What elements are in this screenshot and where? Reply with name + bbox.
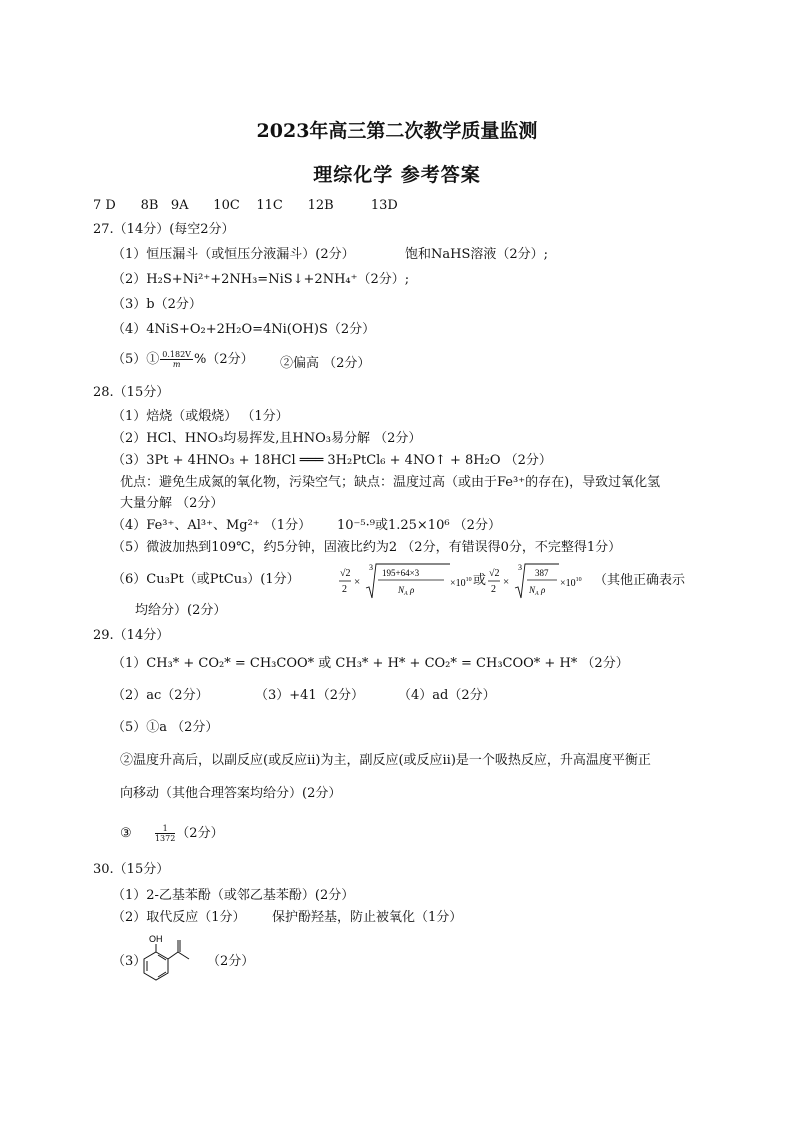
q28-answer-1: （1）焙烧（或煅烧） （1分） bbox=[112, 409, 289, 424]
q28-answer-5: （5）微波加热到109℃，约5分钟，固液比约为2 （2分，有错误得0分，不完整得1分） bbox=[112, 540, 622, 555]
q30-answer-3-score: （2分） bbox=[207, 954, 255, 969]
q27-answer-2: （2）H₂S+Ni²⁺+2NH₃=NiS↓+2NH₄⁺（2分）; bbox=[112, 272, 410, 287]
q30-header: 30.（15分） bbox=[93, 862, 170, 877]
q29-answer-5c: 向移动（其他合理答案均给分）(2分） bbox=[120, 786, 342, 801]
q28-answer-6-tail: （其他正确表示 bbox=[594, 573, 686, 588]
mc-answers: 7 D 8B 9A 10C 11C 12B 13D bbox=[93, 198, 398, 213]
q28-answer-3b: 优点：避免生成氮的氧化物，污染空气；缺点：温度过高（或由于Fe³⁺的存在)，导致过氧化氢 bbox=[120, 475, 661, 490]
q27-a5-fraction bbox=[160, 350, 193, 369]
q29-a5d-prefix: ③ bbox=[120, 826, 132, 841]
q27-a5-denominator: m bbox=[172, 360, 181, 369]
q27-answer-3: （3）b（2分） bbox=[112, 297, 202, 312]
q29-answer-5d bbox=[120, 824, 224, 843]
q27-answer-5b: ②偏高 （2分） bbox=[280, 356, 371, 371]
q29-a5d-fraction bbox=[155, 824, 175, 843]
q27-header: 27.（14分）(每空2分） bbox=[93, 222, 235, 237]
q29-a5d-numerator: 1 bbox=[155, 824, 175, 834]
q30-answer-2b: 保护酚羟基，防止被氧化（1分） bbox=[272, 910, 463, 925]
fraction-denominator-2: 2 bbox=[342, 584, 347, 595]
q28-answer-6c: 均给分）(2分） bbox=[135, 603, 227, 618]
times-sign: × bbox=[503, 576, 510, 588]
oh-label: OH bbox=[149, 934, 163, 944]
formula2-denominator: $N_A$ ρ bbox=[529, 585, 546, 597]
hydroxyacetophenone-structure bbox=[143, 932, 195, 988]
q29-a5d-denominator: 1372 bbox=[154, 834, 176, 843]
q29-a5d-suffix: （2分） bbox=[176, 826, 224, 841]
q28-answer-6-or: 或 bbox=[473, 573, 487, 588]
q27-answer-5 bbox=[112, 350, 254, 369]
q29-answer-2: （2）ac（2分） bbox=[112, 688, 209, 703]
q27-answer-1: （1）恒压漏斗（或恒压分液漏斗）(2分） bbox=[112, 247, 355, 262]
q30-answer-1: （1）2-乙基苯酚（或邻乙基苯酚）(2分） bbox=[112, 888, 355, 903]
q29-answer-1: （1）CH₃* + CO₂* = CH₃COO* 或 CH₃* + H* + CO₂* = CH₃COO* + H* （2分） bbox=[112, 656, 629, 671]
q28-answer-4: （4）Fe³⁺、Al³⁺、Mg²⁺ （1分） bbox=[112, 518, 312, 533]
cube-root-index: 3 bbox=[369, 563, 373, 572]
cube-root-index: 3 bbox=[518, 563, 522, 572]
formula1-power: $\times 10^{10}$ bbox=[450, 577, 472, 589]
page-title: 2023年高三第二次教学质量监测 bbox=[256, 120, 538, 142]
q27-a5-numerator: 0.182V bbox=[162, 350, 191, 359]
formula1-numerator: 195+64×3 bbox=[382, 568, 420, 578]
q29-answer-5: （5）①a （2分） bbox=[112, 720, 219, 735]
q30-answer-3: （3） bbox=[112, 954, 147, 969]
formula2-numerator: 387 bbox=[535, 568, 549, 578]
sqrt2-numerator: √2 bbox=[340, 568, 351, 579]
q29-answer-5b: ②温度升高后，以副反应(或反应ⅱ)为主，副反应(或反应ⅱ)是一个吸热反应，升高温度平衡正 bbox=[120, 753, 651, 768]
q29-header: 29.（14分） bbox=[93, 628, 170, 643]
q29-answer-3: （3）+41（2分） bbox=[255, 688, 364, 703]
sqrt2-numerator: √2 bbox=[489, 568, 500, 579]
fraction-denominator-2: 2 bbox=[491, 584, 496, 595]
q28-answer-2: （2）HCl、HNO₃均易挥发,且HNO₃易分解 （2分） bbox=[112, 431, 422, 446]
q28-header: 28.（15分） bbox=[93, 385, 170, 400]
formula2-power: $\times 10^{10}$ bbox=[560, 577, 582, 589]
q28-answer-3c: 大量分解 （2分） bbox=[120, 496, 224, 511]
q27-a5-prefix: （5）① bbox=[112, 352, 160, 367]
q27-answer-4: （4）4NiS+O₂+2H₂O=4Ni(OH)S（2分） bbox=[112, 322, 376, 337]
q28-answer-6: （6）Cu₃Pt（或PtCu₃）(1分） bbox=[112, 572, 300, 587]
formula1-denominator: $N_A$ ρ bbox=[398, 585, 415, 597]
page-subtitle: 理综化学 参考答案 bbox=[313, 164, 481, 186]
q28-answer-3: （3）3Pt + 4HNO₃ + 18HCl ═══ 3H₂PtCl₆ + 4NO↑ + 8H₂O （2分） bbox=[112, 453, 552, 468]
q28-density-formula-1 bbox=[338, 560, 478, 602]
q28-density-formula-2 bbox=[487, 560, 591, 602]
q27-a5-suffix: %（2分） bbox=[193, 352, 254, 367]
q27-answer-1b: 饱和NaHS溶液（2分）; bbox=[405, 247, 549, 262]
times-sign: × bbox=[354, 576, 361, 588]
q28-answer-4b: 10⁻⁵·⁹或1.25×10⁶ （2分） bbox=[337, 518, 501, 533]
q29-answer-4: （4）ad（2分） bbox=[398, 688, 496, 703]
q30-answer-2: （2）取代反应（1分） bbox=[112, 910, 246, 925]
